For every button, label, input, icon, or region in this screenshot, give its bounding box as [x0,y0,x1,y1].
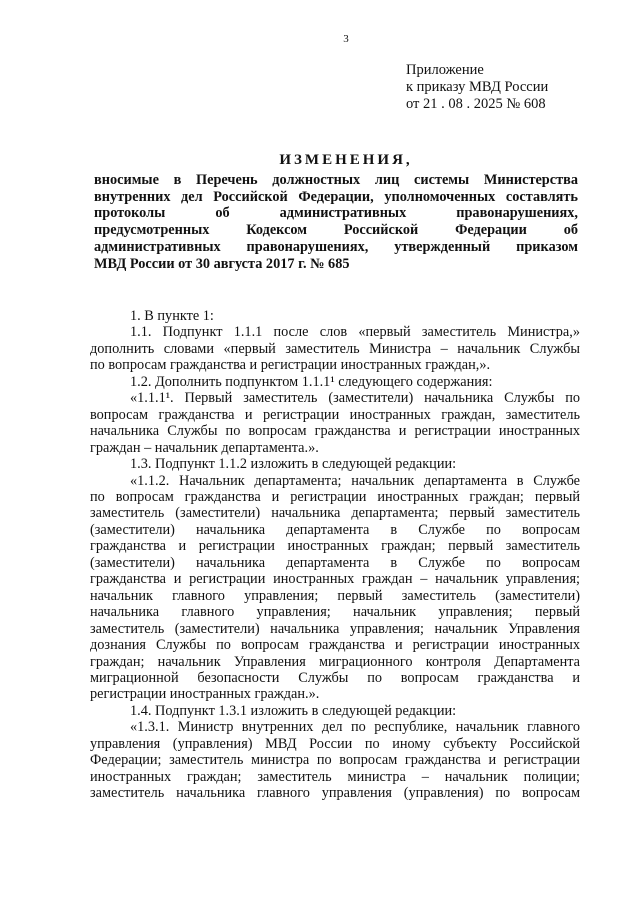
body-line: дополнить словами «первый заместитель Министра – начальник Службы [90,340,580,357]
body-line: начальника главного управления; начальник управления; первый [90,604,580,621]
body-line: по вопросам гражданства и регистрации иностранных граждан; первый [90,488,580,505]
body-line: «1.1.1¹. Первый заместитель (заместители) начальника Службы по [130,390,580,407]
appendix-block [406,62,548,113]
body-line: начальник главного управления; первый заместитель (заместители) [90,587,580,604]
body-line: гражданства и регистрации иностранных граждан – начальник управления; [90,571,580,588]
body-line: «1.3.1. Министр внутренних дел по республике, начальник главного [130,719,580,736]
appendix-label: Приложение [406,62,484,78]
appendix-order-ref: к приказу МВД России [406,79,549,95]
body-line: 1.4. Подпункт 1.3.1 изложить в следующей редакции: [130,702,457,719]
body-line: 1. В пункте 1: [130,308,214,324]
body-line: 1.1. Подпункт 1.1.1 после слов «первый заместитель Министра,» [130,324,580,341]
body-line: граждан; начальник Управления миграционного контроля Департамента [90,653,580,670]
title-line: внутренних дел Российской Федерации, уполномоченных составлять [94,188,578,205]
body-line: «1.1.2. Начальник департамента; начальник департамента в Службе [130,472,580,489]
body-line: заместитель (заместители) начальника департамента; первый заместитель [90,505,580,522]
body-line: управления (управления) МВД России по иному субъекту Российской [90,735,580,752]
body-line: заместитель (заместители) начальника управления; начальник Управления [90,620,580,637]
body-line: 1.2. Дополнить подпунктом 1.1.1¹ следующего содержания: [130,373,493,390]
document-body [90,308,580,802]
page-number: 3 [343,33,349,45]
appendix-order-date: от 21 . 08 . 2025 № 608 [406,96,546,112]
body-line: граждан – начальник департамента.». [90,439,319,456]
body-line: дознания Службы по вопросам гражданства и регистрации иностранных [90,637,580,654]
document-title [94,172,578,272]
body-line: заместитель начальника главного управления (управления) по вопросам [90,785,580,802]
body-line: регистрации иностранных граждан.». [90,686,320,703]
document-heading: ИЗМЕНЕНИЯ, [279,152,413,168]
body-line: вопросам гражданства и регистрации иностранных граждан, заместитель [90,406,580,423]
body-line: Федерации; заместитель министра по вопросам гражданства и регистрации [90,752,580,769]
body-line: (заместители) начальника департамента в Службе по вопросам [90,554,580,571]
title-line: вносимые в Перечень должностных лиц системы Министерства [94,172,578,188]
title-line: протоколы об административных правонарушениях, [94,205,578,222]
body-line: иностранных граждан; заместитель министра – начальник полиции; [90,768,580,785]
body-line: 1.3. Подпункт 1.1.2 изложить в следующей редакции: [130,456,457,473]
title-line: предусмотренных Кодексом Российской Федерации об [94,222,578,239]
body-line: (заместители) начальника департамента в Службе по вопросам [90,521,580,538]
title-line: административных правонарушениях, утвержденный приказом [94,238,578,255]
body-line: начальника Службы по вопросам гражданства и регистрации иностранных [90,423,580,440]
body-line: миграционной безопасности Службы по вопросам гражданства и [90,669,580,686]
title-line: МВД России от 30 августа 2017 г. № 685 [94,255,350,272]
body-line: по вопросам гражданства и регистрации иностранных граждан,». [90,357,491,374]
body-line: гражданства и регистрации иностранных граждан; первый заместитель [90,538,580,555]
